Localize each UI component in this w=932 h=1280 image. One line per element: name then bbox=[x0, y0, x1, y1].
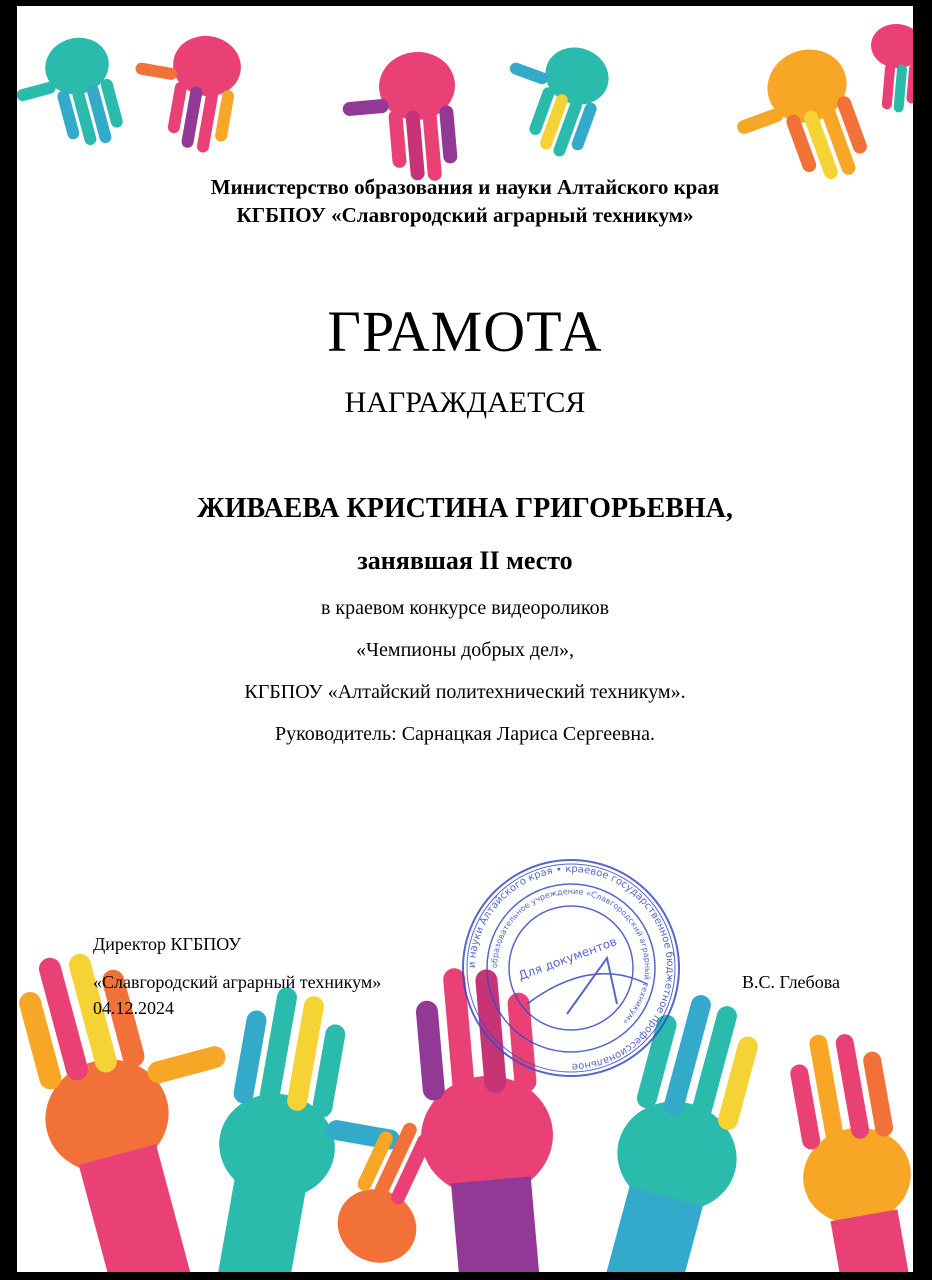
certificate-title: ГРАМОТА bbox=[327, 299, 603, 364]
place-text: занявшая II место bbox=[357, 546, 573, 575]
director-institution: «Славгородский аграрный техникум» bbox=[93, 972, 382, 992]
recipient-name: ЖИВАЕВА КРИСТИНА ГРИГОРЬЕВНА, bbox=[197, 493, 733, 524]
signer-name: В.С. Глебова bbox=[742, 972, 840, 992]
ministry-name: Министерство образования и науки Алтайского края bbox=[210, 175, 720, 199]
certificate-sheet bbox=[17, 6, 913, 1272]
contest-line-3: КГБПОУ «Алтайский политехнический техникум». bbox=[244, 681, 686, 703]
director-title: Директор КГБПОУ bbox=[93, 934, 242, 954]
contest-line-1: в краевом конкурсе видеороликов bbox=[320, 597, 610, 619]
official-stamp bbox=[457, 854, 685, 1082]
contest-line-2: «Чемпионы добрых дел», bbox=[356, 639, 574, 661]
institution-name: КГБПОУ «Славгородский аграрный техникум» bbox=[236, 203, 694, 227]
contest-line-4: Руководитель: Сарнацкая Лариса Сергеевна. bbox=[274, 723, 656, 745]
stamp-inner-text: образовательное учреждение «Славгородский аграрный техникум» bbox=[489, 886, 653, 1027]
awarded-label: НАГРАЖДАЕТСЯ bbox=[344, 386, 586, 419]
hand-bottom-5 bbox=[778, 1023, 913, 1272]
issue-date: 04.12.2024 bbox=[93, 998, 174, 1018]
stamp-outer-text: и науки Алтайского края • краевое государственное бюджетное профессиональное bbox=[466, 863, 676, 1073]
stamp-center-text: Для документов bbox=[516, 934, 619, 983]
